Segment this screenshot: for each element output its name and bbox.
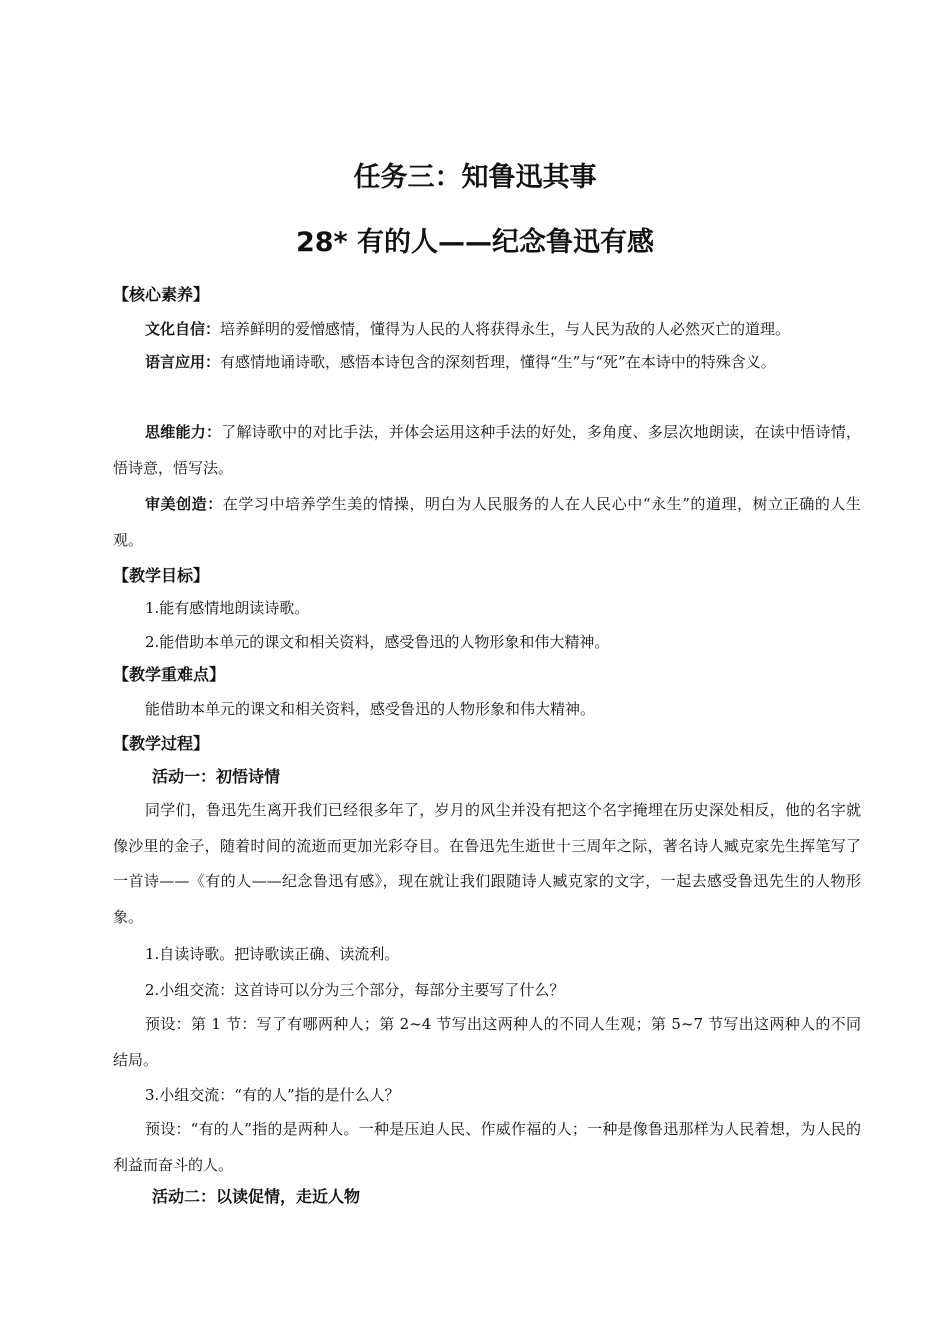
lesson-title: 28* 有的人——纪念鲁迅有感: [295, 227, 655, 258]
activity-paragraph: 预设：“有的人”指的是两种人。一种是压迫人民、作威作福的人；一种是像鲁迅那样为人民着想，为人民的利益而奋斗的人。: [113, 1120, 861, 1174]
core-item-label: 审美创造：: [145, 495, 223, 513]
activity-paragraph: 1.自读诗歌。把诗歌读正确、读流利。: [145, 945, 400, 963]
section-heading-goals: 【教学目标】: [113, 566, 210, 585]
goal-item: 1.能有感情地朗读诗歌。: [145, 599, 310, 617]
core-item-language: [113, 345, 861, 381]
core-item-label: 文化自信：: [145, 320, 221, 338]
page-title: 任务三：知鲁迅其事: [353, 162, 597, 193]
activity-title: 活动二：以读促情，走近人物: [152, 1187, 361, 1206]
goal-item: 2.能借助本单元的课文和相关资料，感受鲁迅的人物形象和伟大精神。: [145, 633, 610, 651]
core-item-text: 培养鲜明的爱憎感情，懂得为人民的人将获得永生，与人民为敌的人必然灭亡的道理。: [220, 320, 791, 338]
core-item-text: 有感情地诵诗歌，感悟本诗包含的深刻哲理，懂得“生”与“死”在本诗中的特殊含义。: [220, 353, 776, 371]
core-item-culture: [113, 312, 861, 348]
activity-paragraph: 3.小组交流：“有的人”指的是什么人？: [145, 1086, 400, 1104]
activity-paragraph: 2.小组交流：这首诗可以分为三个部分，每部分主要写了什么？: [145, 981, 565, 999]
section-heading-key: 【教学重难点】: [113, 665, 226, 684]
core-item-text: 在学习中培养学生美的情操，明白为人民服务的人在人民心中“永生”的道理，树立正确的人生观。: [113, 495, 861, 549]
core-item-label: 语言应用：: [145, 353, 221, 371]
activity-paragraph: 同学们，鲁迅先生离开我们已经很多年了，岁月的风尘并没有把这个名字掩埋在历史深处相反，他的名字就像沙里的金子，随着时间的流逝而更加光彩夺目。在鲁迅先生逝世十三周年之际，著名诗人臧克家先生挥笔写了一首诗——《有的人——纪念鲁迅有感》，现在就让我们跟随诗人臧克家的文字，一起去感受鲁迅先生的人物形象。: [113, 801, 861, 926]
key-text: 能借助本单元的课文和相关资料，感受鲁迅的人物形象和伟大精神。: [145, 700, 596, 718]
activity-title: 活动一：初悟诗情: [152, 767, 281, 786]
core-item-aesthetic: [113, 487, 861, 558]
activity-paragraph: 预设：第 1 节：写了有哪两种人；第 2~4 节写出这两种人的不同人生观；第 5~7 节写出这两种人的不同结局。: [113, 1015, 861, 1069]
core-item-label: 思维能力：: [145, 423, 222, 441]
core-item-text: 了解诗歌中的对比手法，并体会运用这种手法的好处，多角度、多层次地朗读，在读中悟诗情，悟诗意，悟写法。: [113, 423, 861, 477]
section-heading-process: 【教学过程】: [113, 734, 210, 753]
section-heading-core: 【核心素养】: [113, 285, 210, 304]
core-item-thinking: [113, 415, 861, 486]
